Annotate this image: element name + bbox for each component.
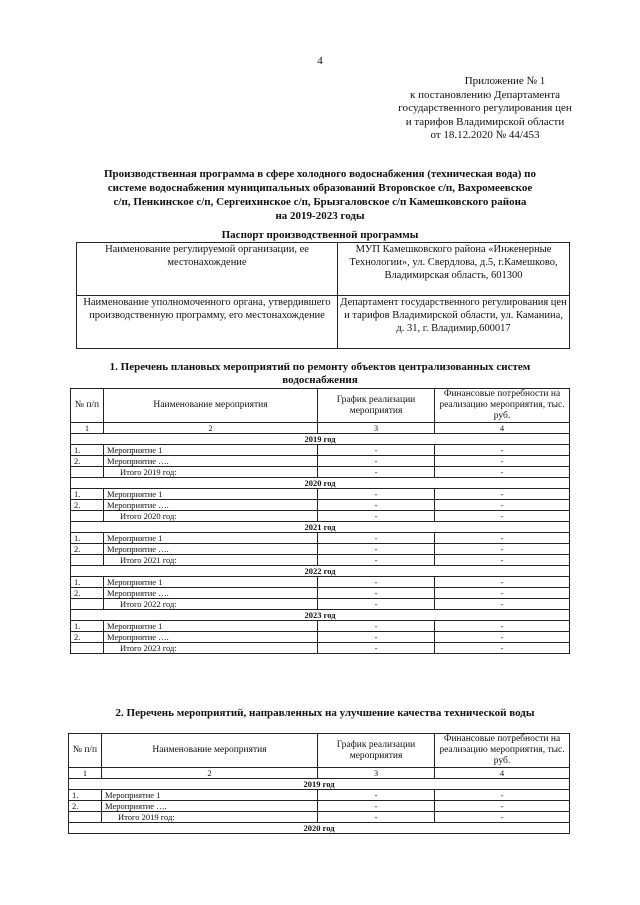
- document-title: [80, 167, 560, 223]
- column-header: Наименование мероприятия: [104, 389, 318, 423]
- year-row: [71, 434, 570, 445]
- table-row: [71, 577, 570, 588]
- table-row: [71, 599, 570, 610]
- row-name: Мероприятие ….: [104, 500, 318, 511]
- title-line: системе водоснабжения муниципальных образований Второвское с/п, Вахромеевское: [107, 182, 533, 194]
- row-finance: -: [435, 790, 570, 801]
- row-name: Итого 2022 год:: [104, 599, 318, 610]
- column-number: 4: [435, 423, 570, 434]
- row-name: Мероприятие ….: [104, 588, 318, 599]
- column-number: 1: [69, 768, 102, 779]
- table-row: [71, 489, 570, 500]
- column-header: График реализации мероприятия: [318, 389, 435, 423]
- table-row: [71, 555, 570, 566]
- header-row: [69, 734, 570, 768]
- appendix-line: государственного регулирования цен: [398, 102, 572, 114]
- year-label: 2021 год: [71, 522, 570, 533]
- page-number: 4: [317, 55, 323, 67]
- passport-value: МУП Камешковского района «Инженерные Технологии», ул. Свердлова, д.5, г.Камешково, Владимирская область, 601300: [338, 243, 570, 296]
- row-name: Итого 2019 год:: [104, 467, 318, 478]
- row-number: [71, 511, 104, 522]
- row-schedule: -: [318, 790, 435, 801]
- row-number: 2.: [71, 588, 104, 599]
- appendix-line: к постановлению Департамента: [409, 88, 561, 101]
- table-row: [71, 643, 570, 654]
- year-label: 2020 год: [69, 823, 570, 834]
- row-finance: -: [435, 500, 570, 511]
- column-number-row: [69, 768, 570, 779]
- column-header: Финансовые потребности на реализацию мероприятия, тыс. руб.: [435, 734, 570, 768]
- passport-label: Наименование регулируемой организации, ее местонахождение: [77, 243, 338, 296]
- row-finance: -: [435, 445, 570, 456]
- row-finance: -: [435, 801, 570, 812]
- row-finance: -: [435, 467, 570, 478]
- year-row: [69, 779, 570, 790]
- year-row: [71, 610, 570, 621]
- table-row: [69, 790, 570, 801]
- row-number: 2.: [71, 456, 104, 467]
- table-row: [71, 588, 570, 599]
- appendix-line: и тарифов Владимирской области: [405, 115, 565, 128]
- column-header: Наименование мероприятия: [102, 734, 318, 768]
- row-schedule: -: [318, 812, 435, 823]
- table-row: [69, 801, 570, 812]
- row-number: 1.: [69, 790, 102, 801]
- row-name: Итого 2020 год:: [104, 511, 318, 522]
- row-finance: -: [435, 511, 570, 522]
- table-row: [71, 467, 570, 478]
- row-number: 1.: [71, 489, 104, 500]
- row-schedule: -: [318, 632, 435, 643]
- table-row: [71, 500, 570, 511]
- column-number: 3: [318, 423, 435, 434]
- row-finance: -: [435, 544, 570, 555]
- row-finance: -: [435, 621, 570, 632]
- row-name: Мероприятие 1: [104, 489, 318, 500]
- row-name: Мероприятие ….: [104, 456, 318, 467]
- row-schedule: -: [318, 621, 435, 632]
- row-name: Мероприятие 1: [104, 533, 318, 544]
- row-number: 2.: [71, 632, 104, 643]
- row-schedule: -: [318, 544, 435, 555]
- column-number: 1: [71, 423, 104, 434]
- row-finance: -: [435, 456, 570, 467]
- row-schedule: -: [318, 577, 435, 588]
- row-schedule: -: [318, 643, 435, 654]
- appendix-line: Приложение № 1: [464, 75, 546, 87]
- title-line: с/п, Пенкинское с/п, Сергеихинское с/п, Брызгаловское с/п Камешковского района: [113, 196, 527, 208]
- row-finance: -: [435, 533, 570, 544]
- passport-row: [77, 243, 570, 296]
- section1-table: [70, 388, 570, 654]
- table-row: [71, 544, 570, 555]
- year-row: [71, 566, 570, 577]
- row-number: 1.: [71, 445, 104, 456]
- section2-title: 2. Перечень мероприятий, направленных на улучшение качества технической воды: [115, 707, 535, 719]
- row-number: 1.: [71, 621, 104, 632]
- row-name: Мероприятие 1: [104, 577, 318, 588]
- row-number: [71, 467, 104, 478]
- row-finance: -: [435, 643, 570, 654]
- column-number: 2: [102, 768, 318, 779]
- row-schedule: -: [318, 489, 435, 500]
- row-name: Мероприятие 1: [104, 445, 318, 456]
- table-row: [69, 812, 570, 823]
- section1-title: 1. Перечень плановых мероприятий по ремонту объектов централизованных систем водоснабжения: [109, 361, 531, 386]
- table-row: [71, 511, 570, 522]
- column-number: 4: [435, 768, 570, 779]
- table-row: [71, 445, 570, 456]
- row-schedule: -: [318, 801, 435, 812]
- row-name: Итого 2019 год:: [102, 812, 318, 823]
- column-number: 2: [104, 423, 318, 434]
- passport-value: Департамент государственного регулирования цен и тарифов Владимирской области, ул. Каманина, д. 31, г. Владимир,600017: [338, 296, 570, 349]
- table-row: [71, 621, 570, 632]
- column-number-row: [71, 423, 570, 434]
- row-finance: -: [435, 812, 570, 823]
- title-line: на 2019-2023 годы: [275, 210, 365, 222]
- row-schedule: -: [318, 500, 435, 511]
- year-label: 2022 год: [71, 566, 570, 577]
- passport-table: [76, 242, 570, 349]
- row-number: [71, 599, 104, 610]
- year-row: [71, 522, 570, 533]
- table-row: [71, 533, 570, 544]
- row-name: Мероприятие ….: [104, 544, 318, 555]
- appendix-block: [360, 75, 610, 143]
- header-row: [71, 389, 570, 423]
- year-label: 2019 год: [71, 434, 570, 445]
- column-header: № п/п: [71, 389, 104, 423]
- row-name: Мероприятие ….: [102, 801, 318, 812]
- row-schedule: -: [318, 555, 435, 566]
- row-finance: -: [435, 632, 570, 643]
- row-schedule: -: [318, 599, 435, 610]
- row-number: [69, 812, 102, 823]
- row-name: Мероприятие 1: [104, 621, 318, 632]
- section2-table: [68, 733, 570, 834]
- table-row: [71, 456, 570, 467]
- row-schedule: -: [318, 445, 435, 456]
- column-header: График реализации мероприятия: [318, 734, 435, 768]
- row-finance: -: [435, 555, 570, 566]
- row-schedule: -: [318, 467, 435, 478]
- row-number: [71, 555, 104, 566]
- row-number: [71, 643, 104, 654]
- row-schedule: -: [318, 511, 435, 522]
- year-label: 2020 год: [71, 478, 570, 489]
- row-number: 1.: [71, 577, 104, 588]
- row-number: 1.: [71, 533, 104, 544]
- column-header: Финансовые потребности на реализацию мероприятия, тыс. руб.: [435, 389, 570, 423]
- appendix-line: от 18.12.2020 № 44/453: [430, 129, 540, 141]
- year-row: [71, 478, 570, 489]
- row-name: Мероприятие 1: [102, 790, 318, 801]
- row-finance: -: [435, 577, 570, 588]
- passport-title: Паспорт производственной программы: [221, 229, 419, 241]
- row-schedule: -: [318, 533, 435, 544]
- row-name: Мероприятие ….: [104, 632, 318, 643]
- row-schedule: -: [318, 588, 435, 599]
- year-row: [69, 823, 570, 834]
- passport-label: Наименование уполномоченного органа, утвердившего производственную программу, его местонахождение: [77, 296, 338, 349]
- column-number: 3: [318, 768, 435, 779]
- row-name: Итого 2023 год:: [104, 643, 318, 654]
- row-number: 2.: [71, 500, 104, 511]
- passport-row: [77, 296, 570, 349]
- table-row: [71, 632, 570, 643]
- row-schedule: -: [318, 456, 435, 467]
- column-header: № п/п: [69, 734, 102, 768]
- row-name: Итого 2021 год:: [104, 555, 318, 566]
- row-finance: -: [435, 599, 570, 610]
- title-line: Производственная программа в сфере холодного водоснабжения (техническая вода) по: [104, 168, 536, 180]
- row-finance: -: [435, 489, 570, 500]
- row-number: 2.: [69, 801, 102, 812]
- row-number: 2.: [71, 544, 104, 555]
- year-label: 2023 год: [71, 610, 570, 621]
- year-label: 2019 год: [69, 779, 570, 790]
- row-finance: -: [435, 588, 570, 599]
